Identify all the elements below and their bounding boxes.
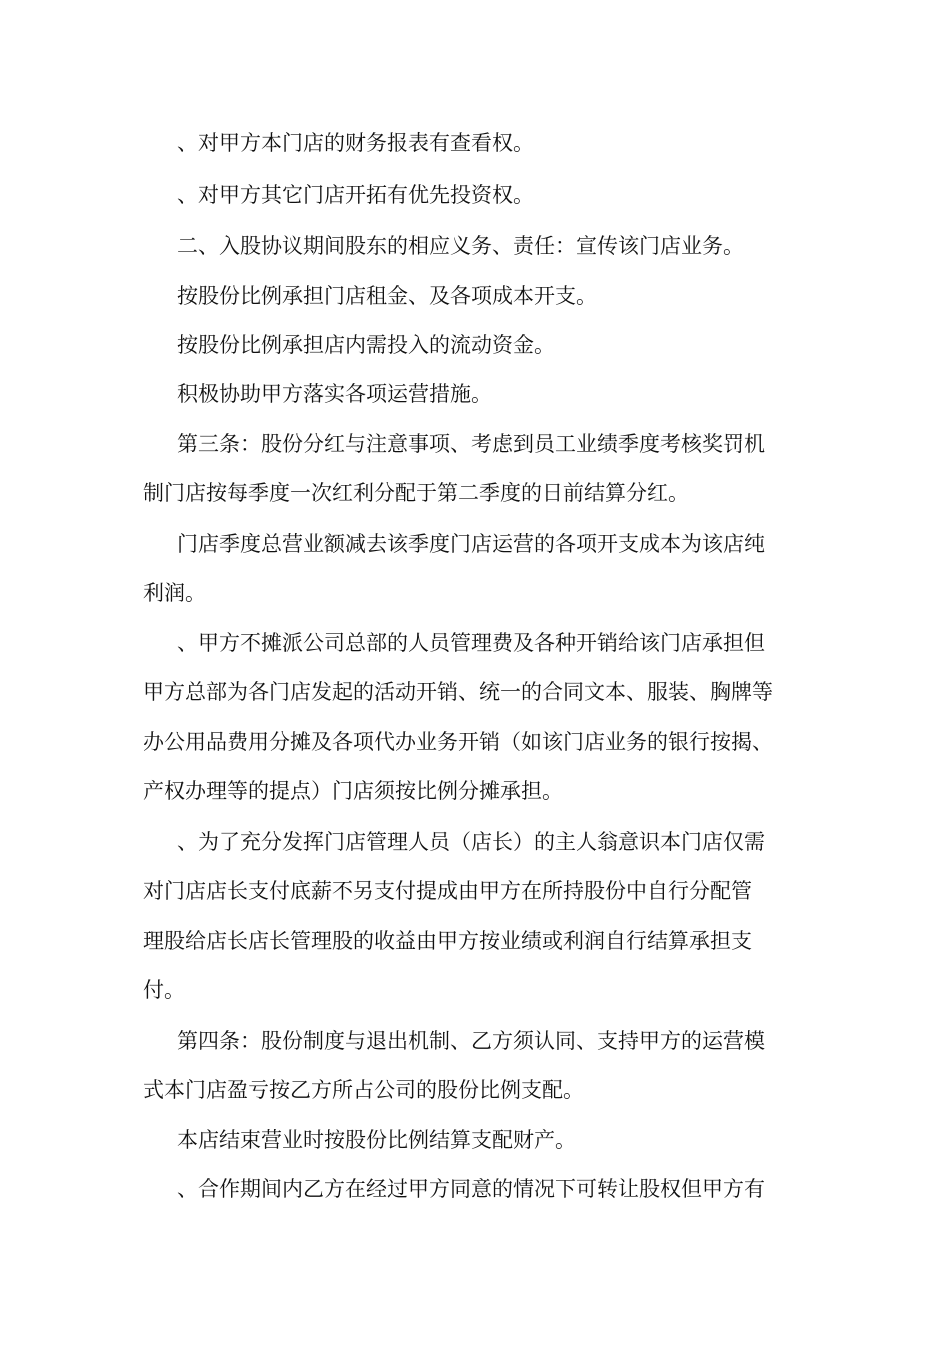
text-line: 理股给店长店长管理股的收益由甲方按业绩或利润自行结算承担支 (143, 929, 752, 953)
text-line: 、合作期间内乙方在经过甲方同意的情况下可转让股权但甲方有 (177, 1177, 765, 1201)
text-line: 产权办理等的提点）门店须按比例分摊承担。 (143, 779, 563, 803)
text-line: 付。 (143, 978, 185, 1002)
text-line: 门店季度总营业额减去该季度门店运营的各项开支成本为该店纯 (177, 532, 765, 556)
text-line: 、对甲方其它门店开拓有优先投资权。 (177, 183, 534, 207)
text-line: 二、入股协议期间股东的相应义务、责任：宣传该门店业务。 (177, 234, 744, 258)
text-line: 、甲方不摊派公司总部的人员管理费及各种开销给该门店承担但 (177, 631, 765, 655)
text-line: 利润。 (143, 581, 206, 605)
text-line: 、对甲方本门店的财务报表有查看权。 (177, 131, 534, 155)
text-line: 本店结束营业时按股份比例结算支配财产。 (177, 1128, 576, 1152)
text-line: 按股份比例承担店内需投入的流动资金。 (177, 333, 555, 357)
text-line: 式本门店盈亏按乙方所占公司的股份比例支配。 (143, 1078, 584, 1102)
text-line: 、为了充分发挥门店管理人员（店长）的主人翁意识本门店仅需 (177, 830, 765, 854)
text-line: 第三条：股份分红与注意事项、考虑到员工业绩季度考核奖罚机 (177, 432, 765, 456)
text-line: 第四条：股份制度与退出机制、乙方须认同、支持甲方的运营模 (177, 1029, 765, 1053)
text-line: 按股份比例承担门店租金、及各项成本开支。 (177, 284, 597, 308)
text-line: 制门店按每季度一次红利分配于第二季度的日前结算分红。 (143, 481, 689, 505)
text-line: 办公用品费用分摊及各项代办业务开销（如该门店业务的银行按揭、 (143, 730, 773, 754)
text-line: 积极协助甲方落实各项运营措施。 (177, 382, 492, 406)
text-line: 甲方总部为各门店发起的活动开销、统一的合同文本、服装、胸牌等 (143, 680, 773, 704)
text-line: 对门店店长支付底薪不另支付提成由甲方在所持股份中自行分配管 (143, 879, 752, 903)
